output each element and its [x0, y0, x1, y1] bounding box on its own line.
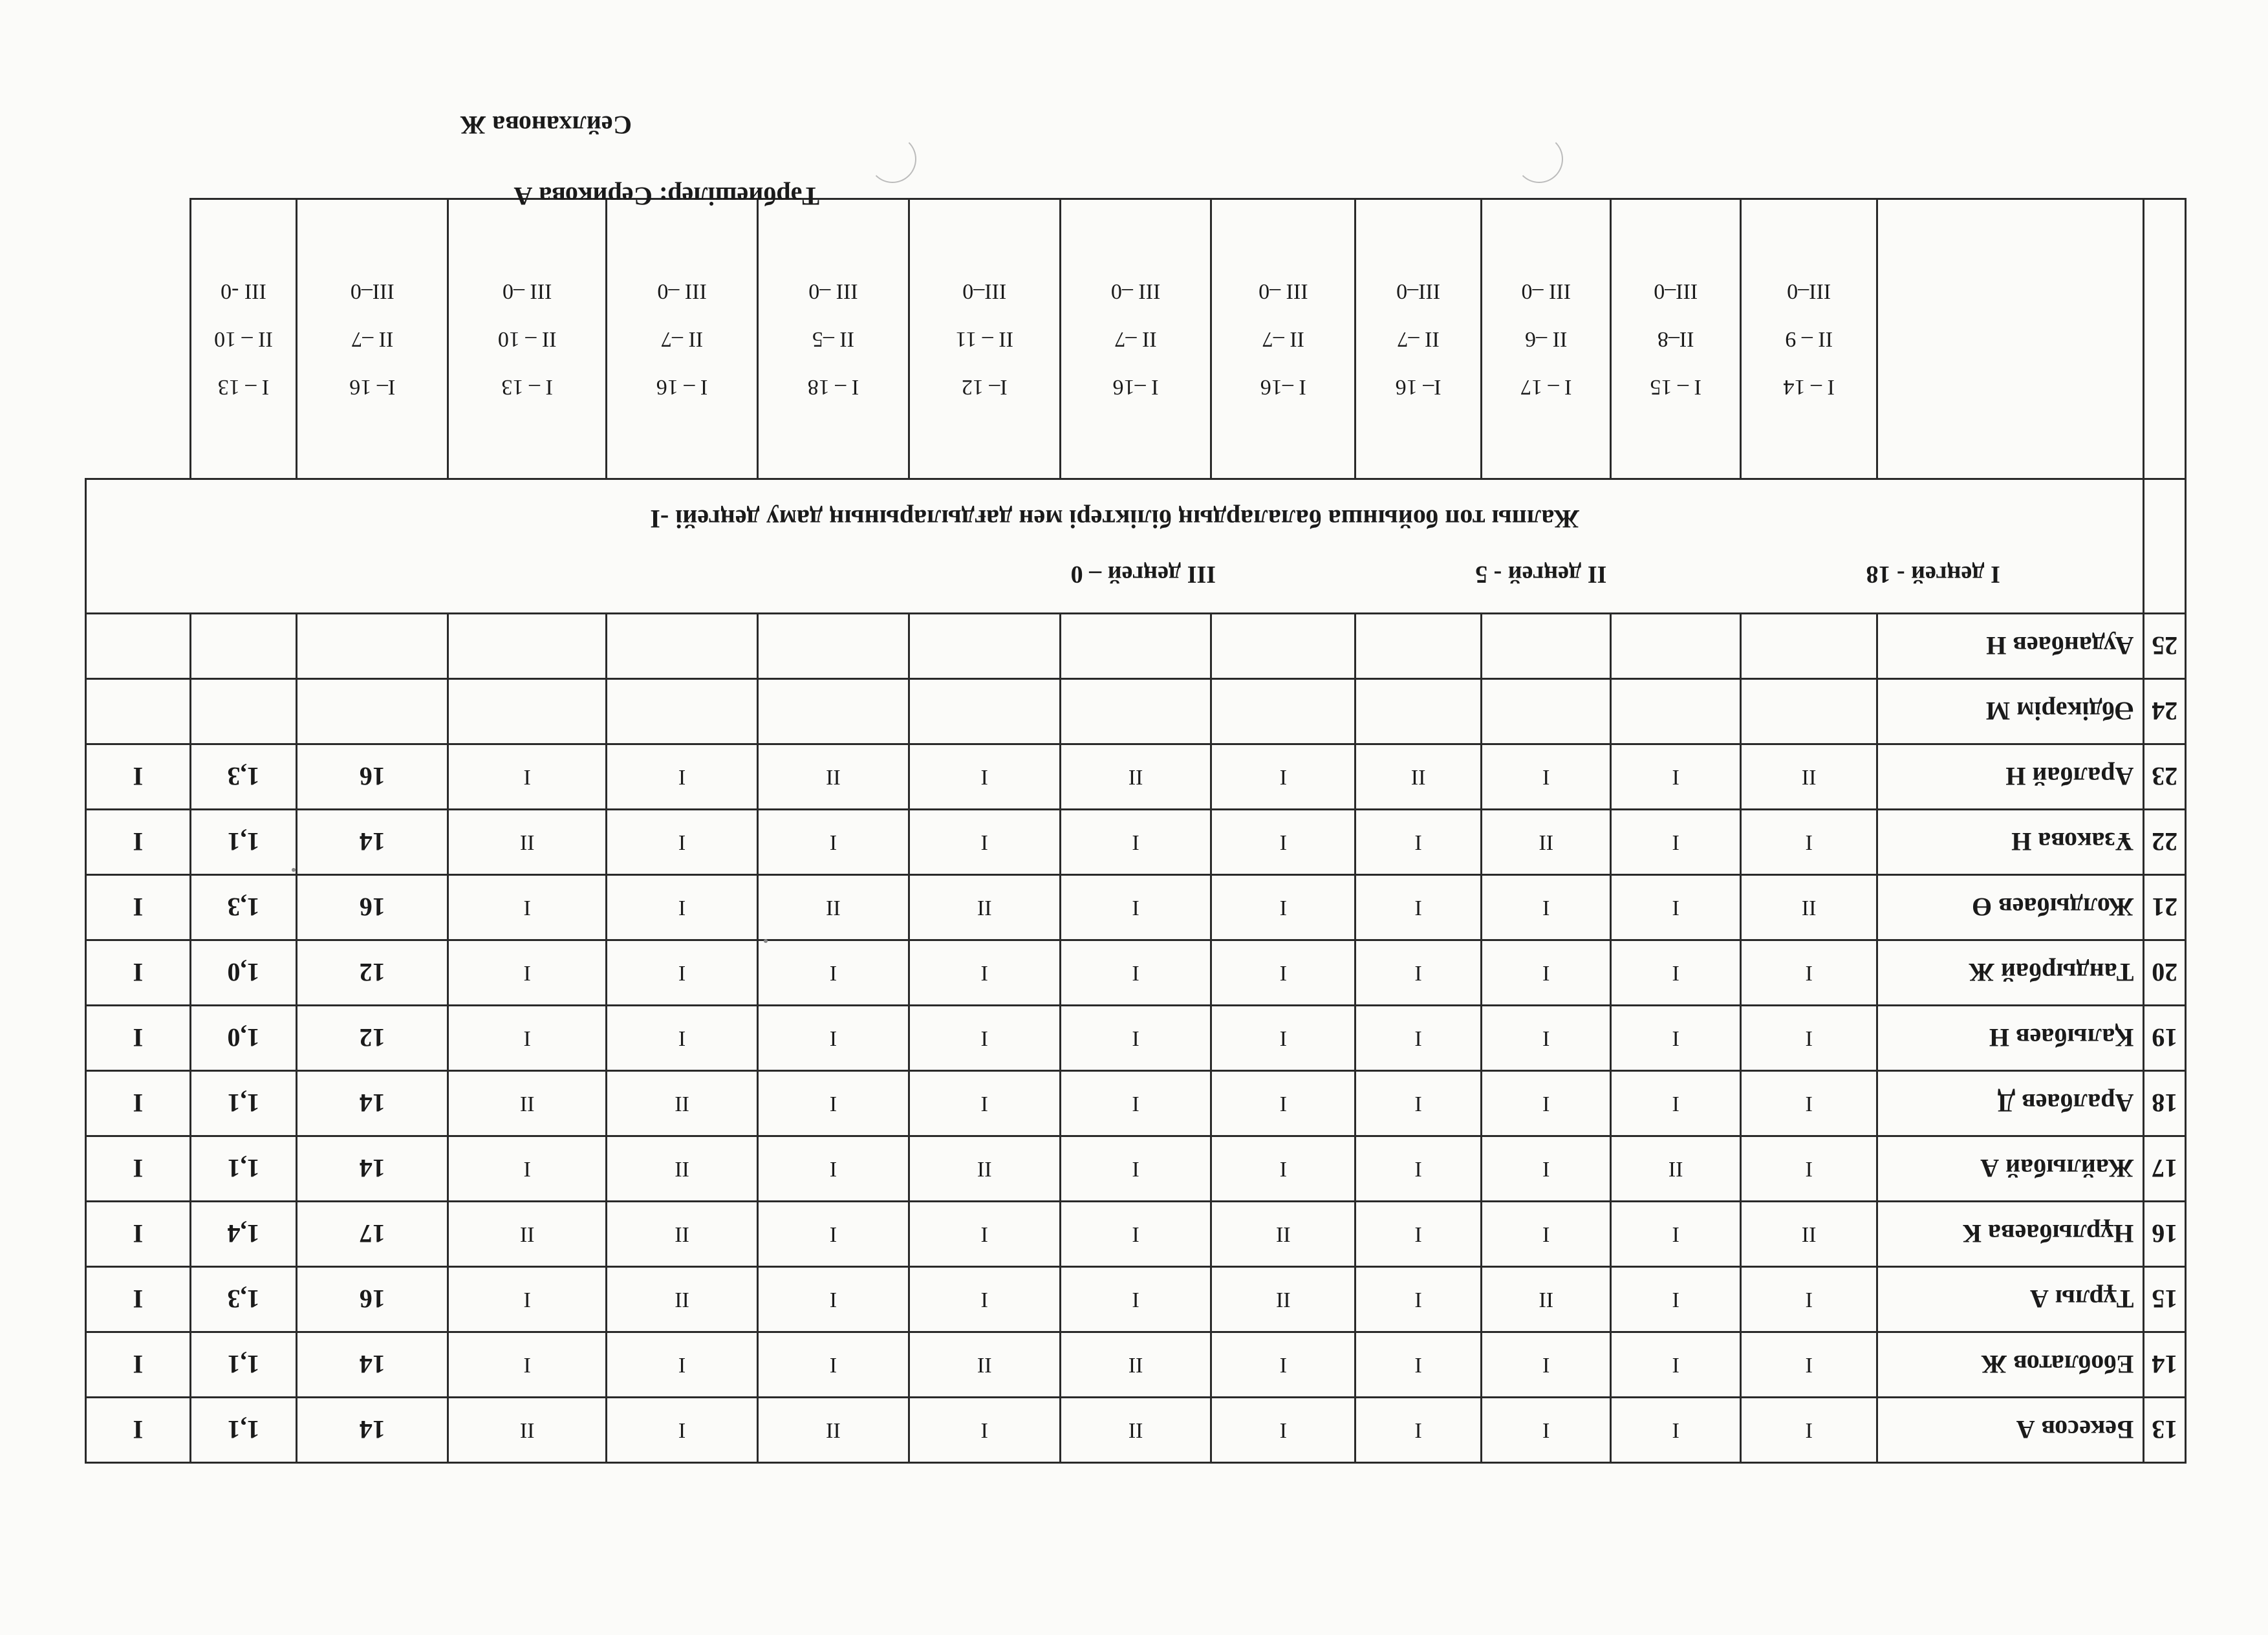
level-1-count: І деңгей - 18: [1866, 561, 2000, 588]
mark-cell: I: [1740, 1136, 1877, 1202]
mark-cell: I: [448, 1267, 607, 1332]
summary-line: ІІІ–0: [1654, 279, 1698, 303]
row-number: 21: [2144, 875, 2186, 940]
total-cell: 14: [297, 1332, 448, 1398]
mark-cell: I: [1611, 1332, 1740, 1398]
mark-cell: I: [1355, 1071, 1482, 1136]
summary-line: І – 18: [807, 375, 859, 399]
average-cell: 1,4: [190, 1202, 297, 1267]
total-cell: 14: [297, 1071, 448, 1136]
summary-line: ІІ –7: [661, 327, 704, 351]
mark-cell: I: [1355, 810, 1482, 875]
summary-line: І– 12: [961, 375, 1008, 399]
summary-line: ІІ –7: [1262, 327, 1304, 351]
row-number: 16: [2144, 1202, 2186, 1267]
summary-line: ІІІ –0: [808, 279, 858, 303]
mark-cell: [1740, 614, 1877, 679]
mark-cell: II: [1740, 875, 1877, 940]
mark-cell: [1355, 679, 1482, 744]
mark-cell: I: [1211, 810, 1355, 875]
child-name: Тандырбай Ж: [1877, 940, 2144, 1006]
summary-line: ІІ – 9: [1785, 327, 1833, 351]
mark-cell: II: [1740, 1202, 1877, 1267]
mark-cell: I: [1211, 940, 1355, 1006]
average-cell: 1,1: [190, 1332, 297, 1398]
column-summary-cell: [448, 199, 607, 479]
column-summary-cell: [1740, 199, 1877, 479]
mark-cell: [1740, 679, 1877, 744]
summary-line: ІІ – 11: [955, 327, 1013, 351]
mark-cell: I: [1060, 810, 1211, 875]
mark-cell: II: [1060, 744, 1211, 810]
row-number: 13: [2144, 1398, 2186, 1463]
mark-cell: [1211, 679, 1355, 744]
mark-cell: [1355, 614, 1482, 679]
mark-cell: I: [1611, 1071, 1740, 1136]
mark-cell: I: [607, 810, 758, 875]
mark-cell: II: [1355, 744, 1482, 810]
scan-speck: [292, 868, 296, 872]
mark-cell: I: [1482, 1136, 1611, 1202]
mark-cell: I: [1611, 1398, 1740, 1463]
summary-line: І – 13: [501, 375, 553, 399]
total-cell: 14: [297, 810, 448, 875]
levels-cell: [86, 479, 2144, 614]
column-summary-cell: [1355, 199, 1482, 479]
mark-cell: II: [607, 1136, 758, 1202]
table-row: [86, 1071, 2186, 1136]
level-cell: I: [86, 1332, 191, 1398]
row-number: 14: [2144, 1332, 2186, 1398]
mark-cell: I: [448, 1006, 607, 1071]
level-cell: I: [86, 810, 191, 875]
summary-line: І –16: [1260, 375, 1306, 399]
mark-cell: I: [607, 1006, 758, 1071]
table-row: [86, 1398, 2186, 1463]
mark-cell: I: [1211, 1398, 1355, 1463]
summary-line: І– 16: [1395, 375, 1442, 399]
mark-cell: I: [1060, 940, 1211, 1006]
average-cell: 1,1: [190, 1136, 297, 1202]
row-number: 17: [2144, 1136, 2186, 1202]
level-cell: I: [86, 744, 191, 810]
row-number: 22: [2144, 810, 2186, 875]
child-name: Ұзакова Н: [1877, 810, 2144, 875]
table-row: [86, 875, 2186, 940]
child-name: Нұрлыбаева К: [1877, 1202, 2144, 1267]
summary-line: ІІ –5: [812, 327, 854, 351]
mark-cell: I: [448, 875, 607, 940]
mark-cell: I: [1611, 875, 1740, 940]
column-summary-cell: [1060, 199, 1211, 479]
level-cell: I: [86, 1398, 191, 1463]
mark-cell: I: [909, 940, 1060, 1006]
row-number: 20: [2144, 940, 2186, 1006]
mark-cell: I: [1611, 810, 1740, 875]
mark-cell: II: [758, 875, 909, 940]
mark-cell: I: [758, 810, 909, 875]
mark-cell: I: [758, 1332, 909, 1398]
column-summary-cell: [758, 199, 909, 479]
level-cell: I: [86, 1136, 191, 1202]
summary-line: ІІІ -0: [221, 279, 266, 303]
mark-cell: I: [1060, 875, 1211, 940]
mark-cell: I: [758, 1267, 909, 1332]
mark-cell: II: [909, 875, 1060, 940]
column-summary-cell: [909, 199, 1060, 479]
mark-cell: I: [1355, 940, 1482, 1006]
child-name: Бекесов А: [1877, 1398, 2144, 1463]
table-row: [86, 1332, 2186, 1398]
column-summary-cell: [1211, 199, 1355, 479]
mark-cell: II: [1060, 1398, 1211, 1463]
table-row: [86, 1267, 2186, 1332]
total-cell: 17: [297, 1202, 448, 1267]
table-row: [86, 744, 2186, 810]
average-cell: 1,1: [190, 810, 297, 875]
teachers-block: [460, 67, 819, 209]
levels-summary-title: Жалпы топ бойынша балалардың біліктері мен дағдыларының даму деңгейі -І: [650, 504, 1580, 534]
summary-line: І –16: [1112, 375, 1159, 399]
level-cell: I: [86, 1202, 191, 1267]
levels-row: [86, 479, 2186, 614]
mark-cell: I: [1060, 1136, 1211, 1202]
child-name: Қалыбаев Н: [1877, 1006, 2144, 1071]
mark-cell: I: [1355, 1267, 1482, 1332]
column-summary-cell: [1482, 199, 1611, 479]
child-name: Жайлыбай А: [1877, 1136, 2144, 1202]
mark-cell: I: [1060, 1071, 1211, 1136]
table-row: [86, 1202, 2186, 1267]
row-number: 24: [2144, 679, 2186, 744]
mark-cell: I: [607, 744, 758, 810]
total-cell: 14: [297, 1398, 448, 1463]
mark-cell: I: [1211, 1136, 1355, 1202]
level-3-count: ІІІ деңгей – 0: [1070, 561, 1216, 588]
average-cell: 1,1: [190, 1071, 297, 1136]
mark-cell: I: [1482, 1006, 1611, 1071]
mark-cell: I: [1211, 744, 1355, 810]
mark-cell: I: [448, 1332, 607, 1398]
child-name: Тұрлы А: [1877, 1267, 2144, 1332]
total-cell: [297, 679, 448, 744]
summary-line: ІІІ–0: [350, 279, 394, 303]
mark-cell: [1211, 614, 1355, 679]
mark-cell: I: [1482, 1398, 1611, 1463]
mark-cell: I: [1211, 1071, 1355, 1136]
mark-cell: I: [1355, 1136, 1482, 1202]
level-cell: I: [86, 875, 191, 940]
total-cell: 16: [297, 744, 448, 810]
average-cell: 1,3: [190, 875, 297, 940]
total-cell: 16: [297, 1267, 448, 1332]
summary-line: ІІІ –0: [1110, 279, 1161, 303]
summary-line: ІІІ–0: [1787, 279, 1831, 303]
mark-cell: I: [448, 940, 607, 1006]
mark-cell: I: [909, 744, 1060, 810]
summary-line: ІІ –6: [1525, 327, 1568, 351]
summary-line: ІІІ–0: [962, 279, 1007, 303]
summary-line: ІІІ –0: [502, 279, 552, 303]
summary-line: ІІ – 10: [497, 327, 557, 351]
mark-cell: I: [1611, 1202, 1740, 1267]
child-name: Аралбаев Д: [1877, 1071, 2144, 1136]
mark-cell: [909, 679, 1060, 744]
summary-line: ІІ–8: [1657, 327, 1694, 351]
mark-cell: I: [1740, 1332, 1877, 1398]
mark-cell: I: [607, 940, 758, 1006]
mark-cell: I: [1211, 1332, 1355, 1398]
mark-cell: I: [1740, 1398, 1877, 1463]
mark-cell: II: [1611, 1136, 1740, 1202]
mark-cell: [607, 679, 758, 744]
mark-cell: [1060, 679, 1211, 744]
table-row: [86, 810, 2186, 875]
mark-cell: I: [1611, 1006, 1740, 1071]
average-cell: 1,0: [190, 1006, 297, 1071]
level-cell: I: [86, 1006, 191, 1071]
mark-cell: I: [758, 1136, 909, 1202]
summary-line: ІІ – 10: [214, 327, 273, 351]
mark-cell: I: [1060, 1202, 1211, 1267]
average-cell: 1,0: [190, 940, 297, 1006]
summary-line: ІІІ –0: [1258, 279, 1308, 303]
summary-line: ІІІ –0: [1521, 279, 1571, 303]
mark-cell: [909, 614, 1060, 679]
mark-cell: II: [607, 1202, 758, 1267]
row-number: 25: [2144, 614, 2186, 679]
summary-line: І– 16: [349, 375, 396, 399]
mark-cell: II: [448, 1398, 607, 1463]
table-row: [86, 679, 2186, 744]
mark-cell: II: [1740, 744, 1877, 810]
row-number: 19: [2144, 1006, 2186, 1071]
mark-cell: I: [909, 1267, 1060, 1332]
mark-cell: I: [448, 1136, 607, 1202]
total-cell: [297, 614, 448, 679]
mark-cell: II: [909, 1332, 1060, 1398]
summary-line: І – 13: [217, 375, 270, 399]
mark-cell: I: [1355, 875, 1482, 940]
mark-cell: I: [1740, 1267, 1877, 1332]
column-summary-cell: [607, 199, 758, 479]
mark-cell: I: [758, 1202, 909, 1267]
mark-cell: [1060, 614, 1211, 679]
average-cell: [190, 679, 297, 744]
mark-cell: I: [1740, 1006, 1877, 1071]
total-cell: 16: [297, 875, 448, 940]
mark-cell: II: [1211, 1202, 1355, 1267]
level-cell: I: [86, 1267, 191, 1332]
mark-cell: I: [1211, 1006, 1355, 1071]
punch-hole-mark: [1515, 135, 1563, 183]
total-cell: 12: [297, 1006, 448, 1071]
mark-cell: [607, 614, 758, 679]
mark-cell: [1482, 679, 1611, 744]
teachers-line-1: Тәрбиешілер: Серикова А: [513, 182, 819, 211]
mark-cell: I: [1355, 1202, 1482, 1267]
level-2-count: ІІ деңгей - 5: [1475, 561, 1607, 588]
mark-cell: I: [1611, 1267, 1740, 1332]
summary-line: І – 16: [656, 375, 708, 399]
mark-cell: I: [758, 1071, 909, 1136]
level-cell: [86, 614, 191, 679]
mark-cell: I: [607, 1398, 758, 1463]
mark-cell: I: [1060, 1267, 1211, 1332]
mark-cell: [1611, 614, 1740, 679]
summary-line: ІІ –7: [351, 327, 394, 351]
mark-cell: I: [1211, 875, 1355, 940]
mark-cell: I: [1355, 1332, 1482, 1398]
mark-cell: I: [1060, 1006, 1211, 1071]
mark-cell: I: [1355, 1006, 1482, 1071]
summary-line: ІІ –7: [1114, 327, 1157, 351]
mark-cell: I: [1740, 810, 1877, 875]
summary-line: ІІІ –0: [657, 279, 707, 303]
summary-line: І – 15: [1650, 375, 1701, 399]
child-name: Жолдыбаев Ө: [1877, 875, 2144, 940]
level-cell: I: [86, 940, 191, 1006]
mark-cell: [448, 614, 607, 679]
mark-cell: I: [1482, 1071, 1611, 1136]
punch-hole-mark: [869, 135, 916, 183]
assessment-table: [85, 198, 2187, 1464]
mark-cell: [1611, 679, 1740, 744]
summary-line: ІІ –7: [1397, 327, 1440, 351]
mark-cell: I: [909, 1202, 1060, 1267]
teachers-line-2: Сейлханова Ж: [460, 111, 632, 140]
mark-cell: I: [758, 1006, 909, 1071]
mark-cell: II: [1060, 1332, 1211, 1398]
table-row: [86, 1006, 2186, 1071]
column-summary-cell: [297, 199, 448, 479]
total-cell: 12: [297, 940, 448, 1006]
row-number: 23: [2144, 744, 2186, 810]
mark-cell: I: [607, 1332, 758, 1398]
mark-cell: I: [1740, 1071, 1877, 1136]
summary-line: ІІІ–0: [1396, 279, 1441, 303]
scan-speck: [764, 939, 768, 943]
mark-cell: I: [1611, 744, 1740, 810]
level-cell: I: [86, 1071, 191, 1136]
total-cell: 14: [297, 1136, 448, 1202]
summary-line: І – 14: [1783, 375, 1835, 399]
mark-cell: I: [1482, 1332, 1611, 1398]
mark-cell: II: [1211, 1267, 1355, 1332]
average-cell: [190, 614, 297, 679]
mark-cell: I: [1611, 940, 1740, 1006]
mark-cell: I: [909, 1006, 1060, 1071]
mark-cell: II: [448, 1071, 607, 1136]
average-cell: 1,1: [190, 1398, 297, 1463]
mark-cell: I: [909, 1071, 1060, 1136]
mark-cell: I: [909, 1398, 1060, 1463]
mark-cell: I: [448, 744, 607, 810]
average-cell: 1,3: [190, 744, 297, 810]
mark-cell: I: [758, 940, 909, 1006]
table-row: [86, 940, 2186, 1006]
mark-cell: II: [448, 1202, 607, 1267]
level-cell: [86, 679, 191, 744]
mark-cell: II: [758, 1398, 909, 1463]
column-summary-cell: [1611, 199, 1740, 479]
child-name: Әбдікәрім М: [1877, 679, 2144, 744]
mark-cell: I: [1482, 940, 1611, 1006]
child-name: Аралбай Н: [1877, 744, 2144, 810]
mark-cell: II: [1482, 1267, 1611, 1332]
mark-cell: [758, 614, 909, 679]
mark-cell: I: [1740, 940, 1877, 1006]
summary-line: І – 17: [1520, 375, 1572, 399]
column-summary-cell: [190, 199, 297, 479]
mark-cell: I: [1482, 1202, 1611, 1267]
mark-cell: I: [909, 810, 1060, 875]
mark-cell: I: [1482, 875, 1611, 940]
mark-cell: II: [607, 1071, 758, 1136]
mark-cell: II: [758, 744, 909, 810]
row-number: 18: [2144, 1071, 2186, 1136]
mark-cell: [448, 679, 607, 744]
table-row: [86, 614, 2186, 679]
mark-cell: II: [607, 1267, 758, 1332]
mark-cell: II: [1482, 810, 1611, 875]
mark-cell: II: [448, 810, 607, 875]
mark-cell: [1482, 614, 1611, 679]
child-name: Ауданбаев Н: [1877, 614, 2144, 679]
mark-cell: I: [607, 875, 758, 940]
row-number: 15: [2144, 1267, 2186, 1332]
child-name: Ебоблатов Ж: [1877, 1332, 2144, 1398]
average-cell: 1,3: [190, 1267, 297, 1332]
table-row: [86, 1136, 2186, 1202]
mark-cell: [758, 679, 909, 744]
mark-cell: I: [1482, 744, 1611, 810]
mark-cell: I: [1355, 1398, 1482, 1463]
mark-cell: II: [909, 1136, 1060, 1202]
column-summary-row: [86, 199, 2186, 479]
